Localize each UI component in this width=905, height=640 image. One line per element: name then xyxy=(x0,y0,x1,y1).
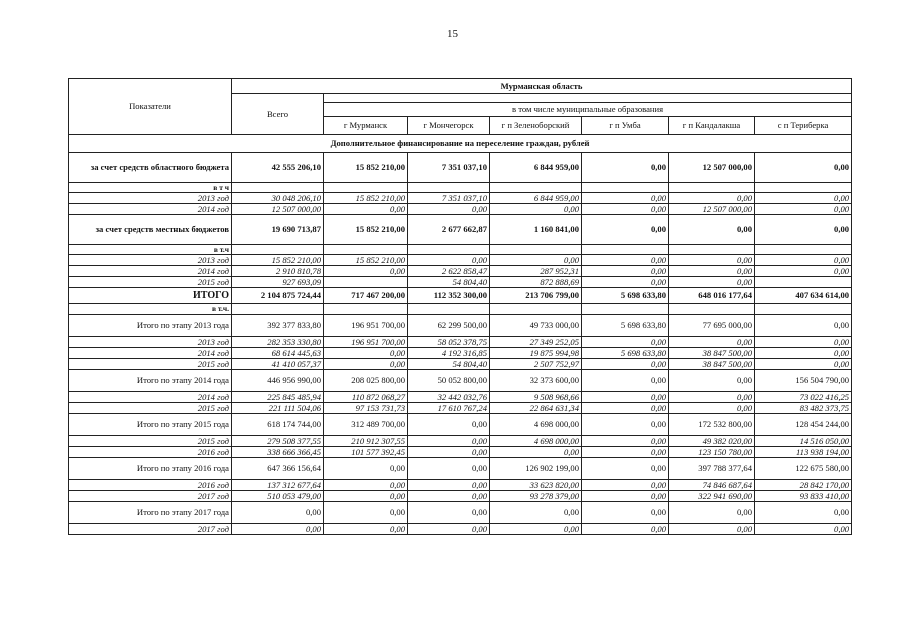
table-cell xyxy=(755,183,852,193)
table-cell: 0,00 xyxy=(490,204,582,215)
table-cell xyxy=(669,304,755,315)
table-cell: 0,00 xyxy=(324,458,408,480)
table-cell xyxy=(669,183,755,193)
table-cell: 0,00 xyxy=(755,524,852,535)
table-cell: 397 788 377,64 xyxy=(669,458,755,480)
row-label: 2014 год xyxy=(69,392,232,403)
table-cell: 122 675 580,00 xyxy=(755,458,852,480)
table-cell: 0,00 xyxy=(408,458,490,480)
table-cell: 0,00 xyxy=(669,502,755,524)
table-cell: 126 902 199,00 xyxy=(490,458,582,480)
table-cell: 27 349 252,05 xyxy=(490,337,582,348)
table-cell: 0,00 xyxy=(232,502,324,524)
table-cell xyxy=(490,245,582,255)
table-cell: 0,00 xyxy=(408,491,490,502)
table-cell: 32 373 600,00 xyxy=(490,370,582,392)
table-cell xyxy=(324,245,408,255)
table-cell: 54 804,40 xyxy=(408,359,490,370)
table-cell xyxy=(408,304,490,315)
table-cell: 128 454 244,00 xyxy=(755,414,852,436)
table-cell: 0,00 xyxy=(755,255,852,266)
table-cell: 0,00 xyxy=(582,436,669,447)
table-cell: 0,00 xyxy=(669,524,755,535)
table-cell: 0,00 xyxy=(408,447,490,458)
row-label: за счет средств местных бюджетов xyxy=(69,215,232,245)
table-cell: 0,00 xyxy=(755,153,852,183)
table-row xyxy=(69,370,852,392)
table-cell: 0,00 xyxy=(669,370,755,392)
table-row xyxy=(69,245,852,255)
table-cell: 15 852 210,00 xyxy=(324,255,408,266)
table-cell: 58 052 378,75 xyxy=(408,337,490,348)
header-muni: г п Зеленоборский xyxy=(490,117,582,135)
table-cell: 0,00 xyxy=(755,193,852,204)
table-cell: 927 693,09 xyxy=(232,277,324,288)
table-cell: 93 833 410,00 xyxy=(755,491,852,502)
table-cell: 510 053 479,00 xyxy=(232,491,324,502)
header-total: Всего xyxy=(232,94,324,135)
table-cell: 0,00 xyxy=(669,392,755,403)
header-muni: г п Кандалакша xyxy=(669,117,755,135)
table-cell: 210 912 307,55 xyxy=(324,436,408,447)
table-row xyxy=(69,266,852,277)
table-cell: 648 016 177,64 xyxy=(669,288,755,304)
table-cell: 30 048 206,10 xyxy=(232,193,324,204)
table-cell: 0,00 xyxy=(755,266,852,277)
table-cell xyxy=(232,245,324,255)
table-cell: 2 677 662,87 xyxy=(408,215,490,245)
table-row xyxy=(69,204,852,215)
table-cell: 0,00 xyxy=(408,204,490,215)
table-cell: 282 353 330,80 xyxy=(232,337,324,348)
row-label: 2013 год xyxy=(69,255,232,266)
row-label: 2013 год xyxy=(69,193,232,204)
table-cell: 0,00 xyxy=(582,277,669,288)
table-cell: 0,00 xyxy=(408,255,490,266)
table-cell: 54 804,40 xyxy=(408,277,490,288)
table-cell: 0,00 xyxy=(755,359,852,370)
table-cell: 196 951 700,00 xyxy=(324,315,408,337)
table-cell: 0,00 xyxy=(582,193,669,204)
table-cell: 208 025 800,00 xyxy=(324,370,408,392)
table-cell: 0,00 xyxy=(408,414,490,436)
table-cell: 0,00 xyxy=(669,403,755,414)
table-row xyxy=(69,524,852,535)
table-row xyxy=(69,392,852,403)
table-row xyxy=(69,403,852,414)
row-label: ИТОГО xyxy=(69,288,232,304)
table-row xyxy=(69,288,852,304)
page-number: 15 xyxy=(447,28,458,40)
row-label: Итого по этапу 2017 года xyxy=(69,502,232,524)
table-cell: 50 052 800,00 xyxy=(408,370,490,392)
section-title: Дополнительное финансирование на переселение граждан, рублей xyxy=(69,135,852,153)
table-cell: 0,00 xyxy=(232,524,324,535)
table-cell: 338 666 366,45 xyxy=(232,447,324,458)
table-cell: 0,00 xyxy=(408,524,490,535)
table-cell: 225 845 485,94 xyxy=(232,392,324,403)
table-cell: 872 888,69 xyxy=(490,277,582,288)
table-cell: 0,00 xyxy=(669,277,755,288)
table-cell: 12 507 000,00 xyxy=(669,204,755,215)
table-cell: 74 846 687,64 xyxy=(669,480,755,491)
table-cell: 38 847 500,00 xyxy=(669,359,755,370)
table-cell: 93 278 379,00 xyxy=(490,491,582,502)
table-cell: 33 623 820,00 xyxy=(490,480,582,491)
table-cell: 0,00 xyxy=(669,255,755,266)
table-row xyxy=(69,447,852,458)
header-muni: г Мурманск xyxy=(324,117,408,135)
table-row xyxy=(69,255,852,266)
table-cell: 5 698 633,80 xyxy=(582,315,669,337)
table-cell: 717 467 200,00 xyxy=(324,288,408,304)
table-cell: 0,00 xyxy=(755,337,852,348)
table-cell: 5 698 633,80 xyxy=(582,348,669,359)
table-cell: 0,00 xyxy=(755,204,852,215)
table-cell: 19 690 713,87 xyxy=(232,215,324,245)
table-row xyxy=(69,315,852,337)
table-cell: 6 844 959,00 xyxy=(490,193,582,204)
row-label: в т.ч. xyxy=(69,304,232,315)
table-row xyxy=(69,436,852,447)
table-cell: 17 610 767,24 xyxy=(408,403,490,414)
table-row xyxy=(69,215,852,245)
table-cell: 83 482 373,75 xyxy=(755,403,852,414)
row-label: 2014 год xyxy=(69,204,232,215)
table-cell: 42 555 206,10 xyxy=(232,153,324,183)
table-cell: 2 910 810,78 xyxy=(232,266,324,277)
table-cell: 0,00 xyxy=(490,524,582,535)
table-cell: 2 104 875 724,44 xyxy=(232,288,324,304)
table-cell: 123 150 780,00 xyxy=(669,447,755,458)
table-cell: 221 111 504,06 xyxy=(232,403,324,414)
table-cell: 32 442 032,76 xyxy=(408,392,490,403)
table-cell: 68 614 445,63 xyxy=(232,348,324,359)
header-muni: г п Умба xyxy=(582,117,669,135)
table-cell: 0,00 xyxy=(324,502,408,524)
table-cell: 322 941 690,00 xyxy=(669,491,755,502)
table-cell: 5 698 633,80 xyxy=(582,288,669,304)
row-label: в т ч xyxy=(69,183,232,193)
table-cell: 0,00 xyxy=(582,337,669,348)
table-row xyxy=(69,414,852,436)
table-cell xyxy=(324,183,408,193)
table-cell: 172 532 800,00 xyxy=(669,414,755,436)
table-cell xyxy=(232,183,324,193)
table-cell: 213 706 799,00 xyxy=(490,288,582,304)
table-cell: 0,00 xyxy=(582,370,669,392)
table-cell: 6 844 959,00 xyxy=(490,153,582,183)
table-cell: 77 695 000,00 xyxy=(669,315,755,337)
table-cell: 62 299 500,00 xyxy=(408,315,490,337)
table-cell: 0,00 xyxy=(582,266,669,277)
table-cell: 0,00 xyxy=(490,447,582,458)
row-label: 2014 год xyxy=(69,348,232,359)
header-muni: г Мончегорск xyxy=(408,117,490,135)
row-label: 2015 год xyxy=(69,403,232,414)
table-cell: 41 410 057,37 xyxy=(232,359,324,370)
table-cell xyxy=(232,304,324,315)
table-cell: 279 508 377,55 xyxy=(232,436,324,447)
table-row xyxy=(69,491,852,502)
table-cell: 446 956 990,00 xyxy=(232,370,324,392)
table-cell: 0,00 xyxy=(582,414,669,436)
table-cell: 14 516 050,00 xyxy=(755,436,852,447)
table-cell: 97 153 731,73 xyxy=(324,403,408,414)
table-cell: 0,00 xyxy=(324,480,408,491)
table-cell xyxy=(408,183,490,193)
row-label: за счет средств областного бюджета xyxy=(69,153,232,183)
table-cell xyxy=(755,245,852,255)
table-cell: 4 698 000,00 xyxy=(490,436,582,447)
table-cell: 38 847 500,00 xyxy=(669,348,755,359)
table-cell: 0,00 xyxy=(755,215,852,245)
table-cell: 101 577 392,45 xyxy=(324,447,408,458)
table-cell: 28 842 170,00 xyxy=(755,480,852,491)
table-cell: 0,00 xyxy=(582,480,669,491)
table-cell: 112 352 300,00 xyxy=(408,288,490,304)
row-label: 2016 год xyxy=(69,480,232,491)
table-cell: 137 312 677,64 xyxy=(232,480,324,491)
table-cell: 0,00 xyxy=(582,359,669,370)
row-label: 2014 год xyxy=(69,266,232,277)
table-cell: 4 698 000,00 xyxy=(490,414,582,436)
table-cell: 0,00 xyxy=(408,436,490,447)
row-label: в т.ч xyxy=(69,245,232,255)
table-cell: 15 852 210,00 xyxy=(232,255,324,266)
table-cell: 287 952,31 xyxy=(490,266,582,277)
row-label: 2017 год xyxy=(69,491,232,502)
table-cell: 618 174 744,00 xyxy=(232,414,324,436)
table-cell: 0,00 xyxy=(669,193,755,204)
header-sub: в том числе муниципальные образования xyxy=(324,103,852,117)
table-cell: 15 852 210,00 xyxy=(324,215,408,245)
row-label: Итого по этапу 2015 года xyxy=(69,414,232,436)
row-label: 2015 год xyxy=(69,277,232,288)
table-cell: 0,00 xyxy=(582,153,669,183)
table-cell: 0,00 xyxy=(582,403,669,414)
table-cell: 392 377 833,80 xyxy=(232,315,324,337)
table-row xyxy=(69,337,852,348)
table-cell: 0,00 xyxy=(669,266,755,277)
table-row xyxy=(69,183,852,193)
table-cell xyxy=(408,245,490,255)
table-row xyxy=(69,193,852,204)
table-row xyxy=(69,153,852,183)
table-cell: 2 507 752,97 xyxy=(490,359,582,370)
row-label: 2015 год xyxy=(69,436,232,447)
table-cell xyxy=(582,183,669,193)
table-cell: 0,00 xyxy=(755,502,852,524)
table-cell: 73 022 416,25 xyxy=(755,392,852,403)
table-cell xyxy=(490,304,582,315)
table-cell: 2 622 858,47 xyxy=(408,266,490,277)
table-row xyxy=(69,458,852,480)
table-cell: 1 160 841,00 xyxy=(490,215,582,245)
table-cell: 0,00 xyxy=(324,359,408,370)
table-cell: 0,00 xyxy=(582,215,669,245)
table-cell: 0,00 xyxy=(669,337,755,348)
table-cell: 9 508 968,66 xyxy=(490,392,582,403)
table-cell: 312 489 700,00 xyxy=(324,414,408,436)
table-cell xyxy=(324,304,408,315)
table-cell: 0,00 xyxy=(490,255,582,266)
table-cell: 0,00 xyxy=(324,266,408,277)
table-cell: 0,00 xyxy=(755,315,852,337)
table-cell xyxy=(755,277,852,288)
table-cell: 0,00 xyxy=(324,491,408,502)
table-cell: 156 504 790,00 xyxy=(755,370,852,392)
table-cell: 12 507 000,00 xyxy=(669,153,755,183)
table-cell: 12 507 000,00 xyxy=(232,204,324,215)
table-cell xyxy=(755,304,852,315)
table-cell xyxy=(490,183,582,193)
header-region: Мурманская область xyxy=(232,79,852,94)
table-cell: 0,00 xyxy=(490,502,582,524)
table-cell: 7 351 037,10 xyxy=(408,193,490,204)
row-label: Итого по этапу 2016 года xyxy=(69,458,232,480)
table-cell xyxy=(324,277,408,288)
table-cell xyxy=(582,245,669,255)
table-cell: 0,00 xyxy=(582,255,669,266)
header-indicator: Показатели xyxy=(69,79,232,135)
table-row xyxy=(69,502,852,524)
table-cell: 49 733 000,00 xyxy=(490,315,582,337)
table-cell: 110 872 068,27 xyxy=(324,392,408,403)
table-row xyxy=(69,304,852,315)
table-cell: 0,00 xyxy=(582,491,669,502)
row-label: 2013 год xyxy=(69,337,232,348)
table-cell: 0,00 xyxy=(408,502,490,524)
table-cell: 0,00 xyxy=(669,215,755,245)
table-cell: 0,00 xyxy=(582,204,669,215)
header-spacer xyxy=(324,94,852,103)
table-cell: 0,00 xyxy=(582,524,669,535)
table-cell: 647 366 156,64 xyxy=(232,458,324,480)
table-row xyxy=(69,359,852,370)
table-row xyxy=(69,480,852,491)
header-muni: с п Териберка xyxy=(755,117,852,135)
table-cell: 0,00 xyxy=(755,348,852,359)
financing-table xyxy=(68,78,852,535)
table-cell: 15 852 210,00 xyxy=(324,153,408,183)
table-row xyxy=(69,348,852,359)
table-cell: 196 951 700,00 xyxy=(324,337,408,348)
row-label: Итого по этапу 2013 года xyxy=(69,315,232,337)
row-label: Итого по этапу 2014 года xyxy=(69,370,232,392)
table-cell: 0,00 xyxy=(582,447,669,458)
table-cell: 19 875 994,98 xyxy=(490,348,582,359)
table-cell: 0,00 xyxy=(582,458,669,480)
row-label: 2015 год xyxy=(69,359,232,370)
table-cell: 0,00 xyxy=(324,204,408,215)
table-cell xyxy=(582,304,669,315)
table-cell xyxy=(669,245,755,255)
row-label: 2016 год xyxy=(69,447,232,458)
table-cell: 407 634 614,00 xyxy=(755,288,852,304)
table-cell: 22 864 631,34 xyxy=(490,403,582,414)
row-label: 2017 год xyxy=(69,524,232,535)
table-cell: 0,00 xyxy=(582,392,669,403)
table-cell: 4 192 316,85 xyxy=(408,348,490,359)
table-cell: 7 351 037,10 xyxy=(408,153,490,183)
table-cell: 0,00 xyxy=(324,524,408,535)
table-cell: 0,00 xyxy=(324,348,408,359)
table-cell: 15 852 210,00 xyxy=(324,193,408,204)
table-cell: 49 382 020,00 xyxy=(669,436,755,447)
table-cell: 113 938 194,00 xyxy=(755,447,852,458)
table-row xyxy=(69,277,852,288)
table-cell: 0,00 xyxy=(582,502,669,524)
table-cell: 0,00 xyxy=(408,480,490,491)
